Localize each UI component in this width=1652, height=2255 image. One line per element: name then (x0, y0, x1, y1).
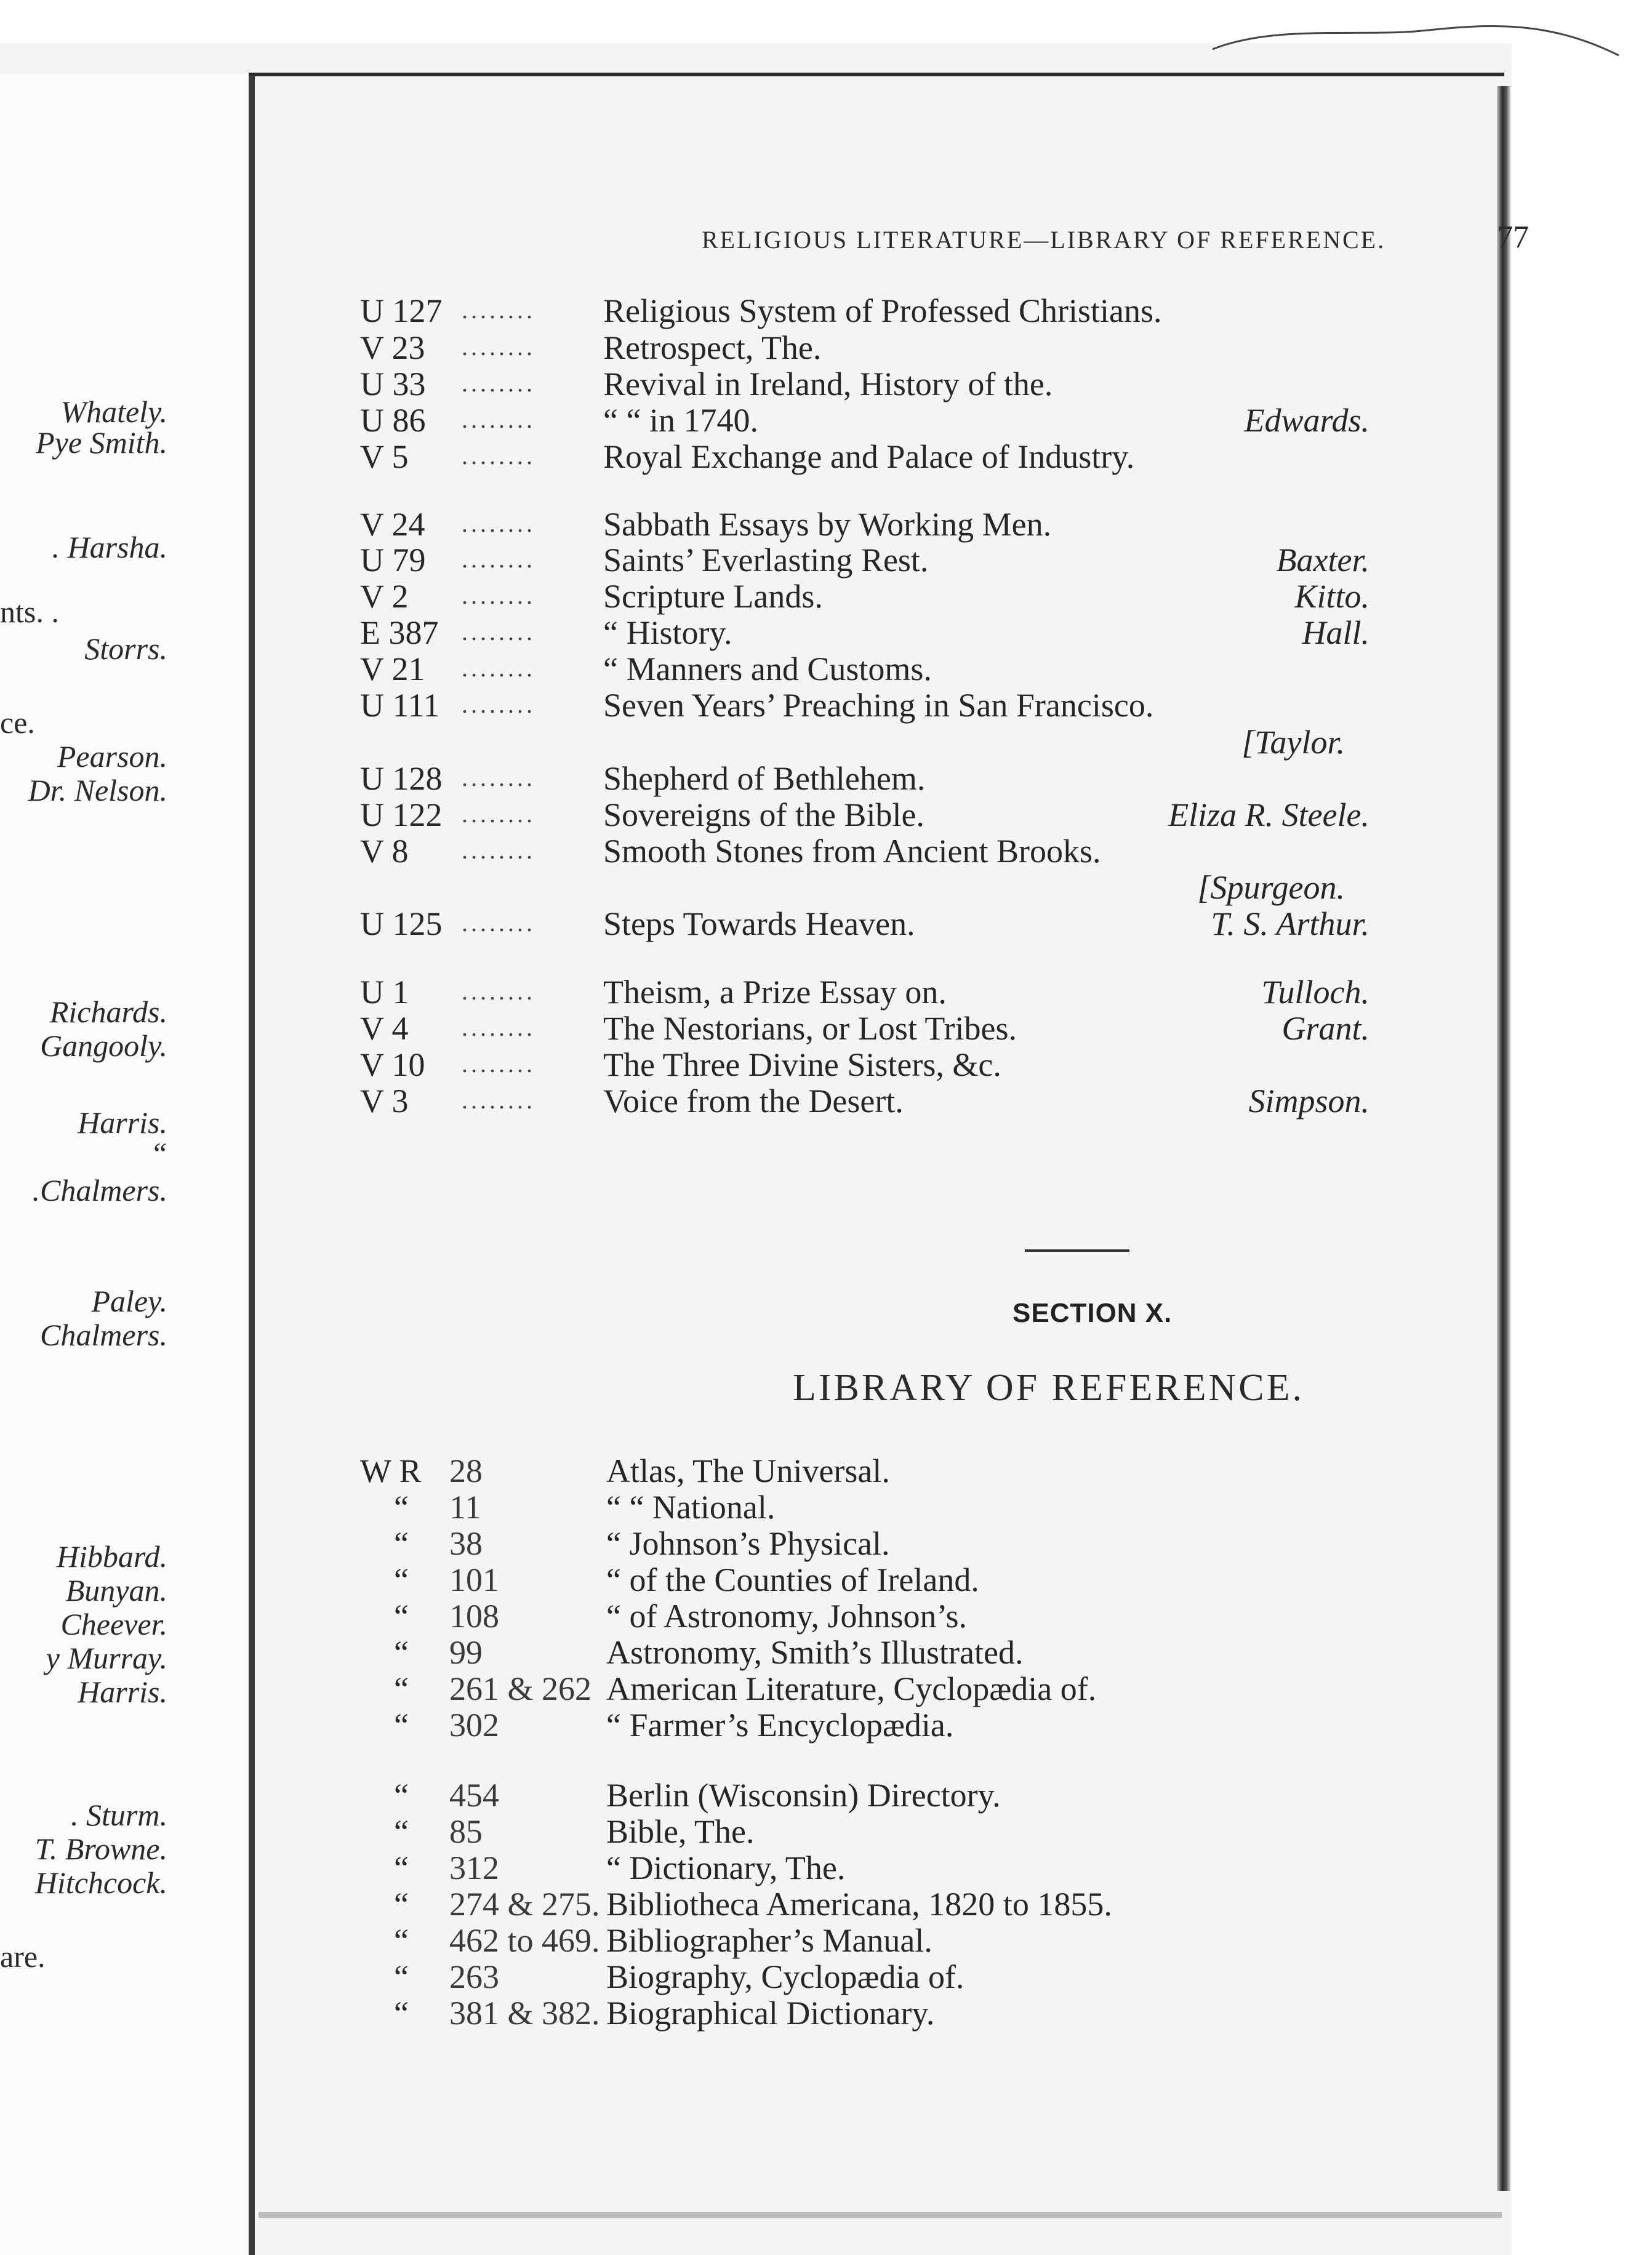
leader-dots: ........ (462, 1014, 535, 1041)
shelf-mark: V 10 (360, 1046, 425, 1083)
shelf-mark: “ (394, 1886, 409, 1923)
shelf-number: 28 (449, 1452, 483, 1489)
leader-dots: ........ (462, 764, 535, 791)
leader-dots: ........ (462, 369, 535, 397)
entry-title: Retrospect, The. (603, 329, 822, 366)
entry-title: Theism, a Prize Essay on. (603, 974, 947, 1011)
entry-title: Bibliographer’s Manual. (606, 1922, 932, 1959)
shelf-mark: V 8 (360, 833, 409, 870)
entry-author: Tulloch. (1261, 974, 1369, 1011)
reference-row (360, 1633, 1369, 1670)
shelf-number: 312 (449, 1849, 499, 1886)
leader-dots: ........ (462, 1050, 535, 1078)
leader-dots: ........ (462, 406, 535, 433)
page-edge-right (1497, 86, 1510, 2191)
shelf-mark: V 5 (360, 438, 409, 475)
shelf-number: 263 (449, 1958, 499, 1995)
facing-page-text: “ (150, 1136, 167, 1171)
entry-row (360, 1046, 1369, 1083)
facing-page-text: Dr. Nelson. (28, 773, 167, 807)
entry-row (360, 365, 1369, 402)
shelf-mark: “ (394, 1922, 409, 1959)
entry-title: Bibliotheca Americana, 1820 to 1855. (606, 1886, 1112, 1923)
leader-dots: ........ (462, 618, 535, 646)
entry-title: Biography, Cyclopædia of. (606, 1958, 964, 1995)
entry-title: Berlin (Wisconsin) Directory. (606, 1777, 1001, 1814)
leader-dots: ........ (462, 545, 535, 573)
scan-right-margin (1512, 0, 1652, 2255)
reference-row (360, 1488, 1369, 1525)
leader-dots: ........ (462, 296, 535, 324)
shelf-mark: “ (394, 1995, 409, 2032)
section-heading: LIBRARY OF REFERENCE. (793, 1367, 1304, 1409)
facing-page-text: Pearson. (57, 739, 167, 774)
reference-row (360, 1885, 1369, 1922)
facing-page-text: Richards. (49, 995, 167, 1029)
reference-row (360, 1849, 1369, 1886)
entry-row (360, 401, 1369, 438)
shelf-mark: U 122 (360, 796, 443, 833)
shelf-mark: E 387 (360, 614, 439, 651)
entry-row (360, 905, 1369, 942)
entry-author: T. S. Arthur. (1211, 905, 1369, 942)
reference-row (360, 1921, 1369, 1958)
facing-page-text: Bunyan. (65, 1573, 167, 1608)
facing-page-text: .Chalmers. (32, 1173, 167, 1208)
entry-title: Sovereigns of the Bible. (603, 796, 924, 833)
shelf-mark: “ (394, 1707, 409, 1744)
facing-page-text: Chalmers. (40, 1318, 167, 1352)
gutter-border (249, 73, 255, 2255)
facing-page-text: . Sturm. (71, 1798, 167, 1832)
entry-title: “ “ National. (606, 1489, 776, 1526)
entry-title: Seven Years’ Preaching in San Francisco. (603, 687, 1154, 724)
entry-author: Edwards. (1244, 402, 1369, 439)
shelf-mark: “ (394, 1561, 409, 1598)
entry-row (360, 868, 1369, 905)
entry-title: Voice from the Desert. (603, 1083, 904, 1119)
entry-title: Steps Towards Heaven. (603, 905, 915, 942)
page-number: 77 (1497, 220, 1529, 255)
facing-page-text: Harris. (78, 1675, 167, 1709)
entry-title: “ Farmer’s Encyclopædia. (606, 1707, 954, 1744)
facing-page-text: Gangooly. (40, 1028, 167, 1063)
entry-title: Biographical Dictionary. (606, 1995, 935, 2032)
reference-row (360, 1706, 1369, 1743)
leader-dots: ........ (462, 654, 535, 682)
entry-author: Grant. (1281, 1010, 1369, 1047)
reference-row (360, 1958, 1369, 1995)
reference-row (360, 1452, 1369, 1489)
reference-row (360, 1776, 1369, 1813)
section-label: SECTION X. (1012, 1298, 1173, 1328)
facing-page-text: . Harsha. (52, 530, 167, 564)
entry-title: Smooth Stones from Ancient Brooks. (603, 833, 1101, 870)
entry-title: Scripture Lands. (603, 578, 823, 615)
shelf-number: 108 (449, 1598, 499, 1635)
shelf-mark: “ (394, 1489, 409, 1526)
facing-page-fragment (0, 74, 249, 2255)
entry-row (360, 614, 1369, 651)
shelf-mark: W R (360, 1452, 422, 1489)
reference-row (360, 1670, 1369, 1707)
shelf-number: 11 (449, 1489, 481, 1526)
page-frame-bottom (259, 2212, 1502, 2218)
entry-title: “ of Astronomy, Johnson’s. (606, 1598, 968, 1635)
entry-title: American Literature, Cyclopædia of. (606, 1670, 1097, 1707)
facing-page-text: Pye Smith. (36, 425, 167, 460)
entry-row (360, 1082, 1369, 1119)
entry-row (360, 505, 1369, 542)
leader-dots: ........ (462, 510, 535, 537)
shelf-mark: U 127 (360, 292, 443, 329)
entry-row (360, 577, 1369, 614)
leader-dots: ........ (462, 442, 535, 470)
shelf-number: 85 (449, 1813, 483, 1850)
entry-title: Revival in Ireland, History of the. (603, 366, 1053, 403)
entry-row (360, 832, 1369, 869)
facing-page-text: ce. (0, 705, 35, 740)
facing-page-text: y Murray. (46, 1641, 167, 1675)
entry-author: Kitto. (1294, 578, 1369, 615)
entry-row (360, 973, 1369, 1010)
reference-row (360, 1524, 1369, 1561)
entry-title: Saints’ Everlasting Rest. (603, 542, 929, 579)
entry-title: “ Manners and Customs. (603, 651, 932, 687)
entry-row (360, 1009, 1369, 1046)
facing-page-text: Hibbard. (56, 1539, 167, 1574)
leader-dots: ........ (462, 836, 535, 864)
shelf-mark: “ (394, 1670, 409, 1707)
leader-dots: ........ (462, 977, 535, 1005)
shelf-mark: U 33 (360, 366, 426, 403)
entry-row (360, 438, 1369, 475)
shelf-number: 274 & 275. (449, 1886, 600, 1923)
shelf-mark: “ (394, 1777, 409, 1814)
shelf-number: 101 (449, 1561, 499, 1598)
leader-dots: ........ (462, 800, 535, 828)
shelf-mark: V 2 (360, 578, 409, 615)
entry-title: Bible, The. (606, 1813, 755, 1850)
entry-author: Eliza R. Steele. (1168, 796, 1369, 833)
entry-title: “ of the Counties of Ireland. (606, 1561, 979, 1598)
facing-page-text: T. Browne. (34, 1832, 167, 1866)
facing-page-text: Cheever. (60, 1607, 167, 1641)
entry-row (360, 686, 1369, 723)
facing-page-text: Storrs. (84, 631, 167, 666)
entry-row (360, 329, 1369, 366)
shelf-mark: V 4 (360, 1010, 409, 1047)
reference-row (360, 1812, 1369, 1849)
facing-page-text: Whately. (60, 395, 167, 429)
section-divider (1025, 1249, 1129, 1252)
shelf-number: 462 to 469. (449, 1922, 600, 1959)
entry-title: Royal Exchange and Palace of Industry. (603, 438, 1135, 475)
shelf-mark: U 79 (360, 542, 426, 579)
entry-author: Baxter. (1276, 542, 1369, 579)
shelf-mark: “ (394, 1598, 409, 1635)
facing-page-text: nts. . (0, 595, 59, 629)
entry-title: The Nestorians, or Lost Tribes. (603, 1010, 1017, 1047)
shelf-mark: “ (394, 1813, 409, 1850)
entry-author: Simpson. (1248, 1083, 1369, 1119)
shelf-mark: V 21 (360, 651, 425, 687)
entry-title: Sabbath Essays by Working Men. (603, 506, 1052, 543)
entry-title: “ Dictionary, The. (606, 1849, 846, 1886)
shelf-number: 381 & 382. (449, 1995, 600, 2032)
leader-dots: ........ (462, 582, 535, 609)
facing-page-text: are. (0, 1939, 46, 1974)
shelf-mark: V 3 (360, 1083, 409, 1119)
shelf-mark: “ (394, 1958, 409, 1995)
entry-title: “ Johnson’s Physical. (606, 1525, 890, 1562)
entry-row (360, 650, 1369, 687)
entry-title: “ History. (603, 614, 732, 651)
leader-dots: ........ (462, 1086, 535, 1114)
reference-row (360, 1994, 1369, 2031)
facing-page-text: Hitchcock. (34, 1865, 167, 1900)
leader-dots: ........ (462, 333, 535, 361)
entry-row (360, 759, 1369, 796)
shelf-mark: U 125 (360, 905, 443, 942)
entry-row (360, 723, 1369, 760)
facing-page-text: Harris. (78, 1105, 167, 1140)
reference-row (360, 1597, 1369, 1634)
entry-title: Religious System of Professed Christians. (603, 292, 1162, 329)
shelf-mark: U 86 (360, 402, 426, 439)
entry-author: Hall. (1302, 614, 1369, 651)
shelf-mark: “ (394, 1634, 409, 1671)
entry-row (360, 796, 1369, 833)
right-page (259, 76, 1529, 2212)
entry-row (360, 292, 1369, 329)
entry-row (360, 541, 1369, 578)
facing-page-text: Paley. (91, 1284, 167, 1318)
shelf-mark: V 23 (360, 329, 425, 366)
shelf-mark: V 24 (360, 506, 425, 543)
shelf-mark: U 111 (360, 687, 440, 724)
leader-dots: ........ (462, 909, 535, 937)
running-head: RELIGIOUS LITERATURE—LIBRARY OF REFERENCE. (702, 226, 1386, 254)
entry-title: Shepherd of Bethlehem. (603, 760, 926, 797)
shelf-number: 261 & 262 (449, 1670, 592, 1707)
shelf-number: 454 (449, 1777, 499, 1814)
shelf-number: 99 (449, 1634, 483, 1671)
shelf-number: 38 (449, 1525, 483, 1562)
shelf-mark: U 128 (360, 760, 443, 797)
shelf-mark: “ (394, 1525, 409, 1562)
shelf-mark: U 1 (360, 974, 409, 1011)
entry-title: “ “ in 1740. (603, 402, 758, 439)
entry-author: [Spurgeon. (1197, 869, 1345, 906)
entry-title: The Three Divine Sisters, &c. (603, 1046, 1001, 1083)
entry-title: Atlas, The Universal. (606, 1452, 890, 1489)
shelf-number: 302 (449, 1707, 499, 1744)
leader-dots: ........ (462, 691, 535, 718)
entry-author: [Taylor. (1241, 724, 1345, 761)
reference-row (360, 1561, 1369, 1598)
entry-title: Astronomy, Smith’s Illustrated. (606, 1634, 1024, 1671)
shelf-mark: “ (394, 1849, 409, 1886)
